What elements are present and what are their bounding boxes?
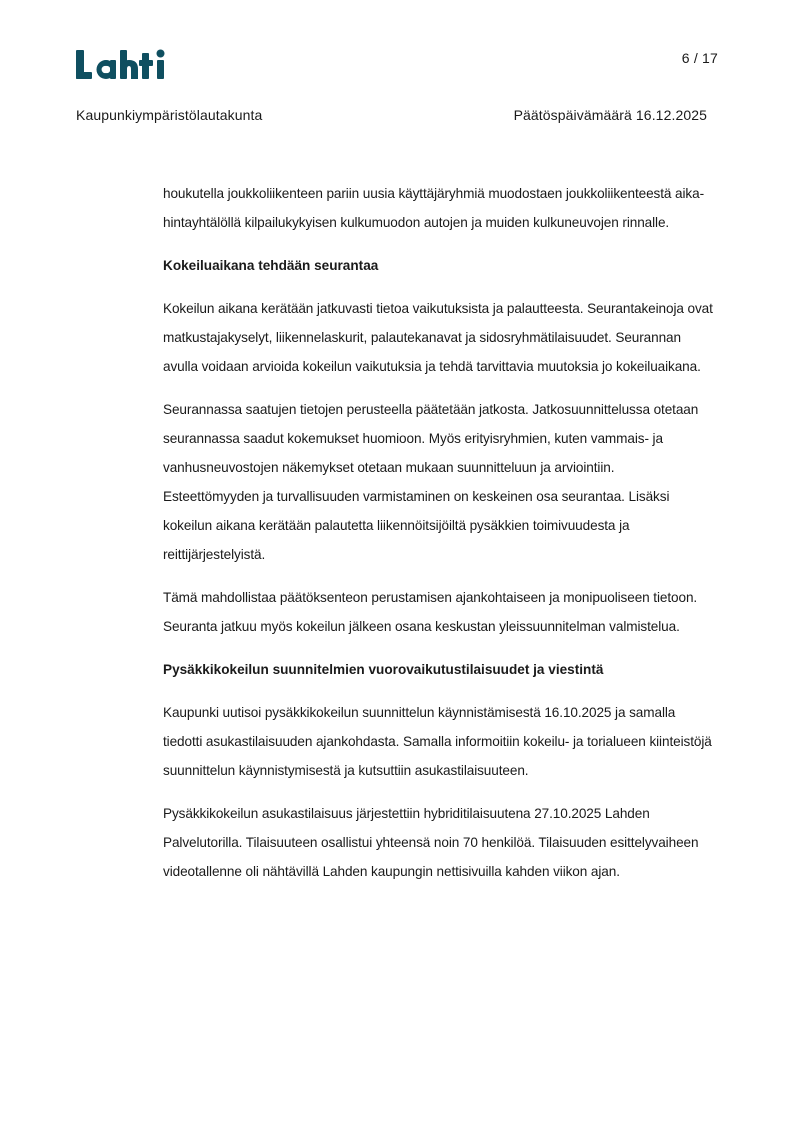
body-paragraph: Tämä mahdollistaa päätöksenteon perustamisen ajankohtaiseen ja monipuoliseen tietoon. Seuranta jatkuu myös kokeilun jälkeen osana keskustan yleissuunnitelman valmistelua. [163, 590, 698, 634]
decision-date: Päätöspäivämäärä 16.12.2025 [513, 107, 707, 123]
lahti-logo [76, 46, 172, 82]
body-paragraph: houkutella joukkoliikenteen pariin uusia käyttäjäryhmiä muodostaen joukkoliikenteestä aika-hintayhtälöllä kilpailukykyisen kulkumuodon autojen ja muiden kulkuneuvojen rinnalle. [163, 186, 705, 230]
body-paragraph: Kokeilun aikana kerätään jatkuvasti tietoa vaikutuksista ja palautteesta. Seurantakeinoja ovat matkustajakyselyt, liikennelaskurit, palautekanavat ja sidosryhmätilaisuudet. Seurannan avulla voidaan arvioida kokeilun vaikutuksia ja tehdä tarvittavia muutoksia jo kokeiluaikana. [163, 301, 713, 374]
body-paragraph: Kaupunki uutisoi pysäkkikokeilun suunnittelun käynnistämisestä 16.10.2025 ja samalla tiedotti asukastilaisuuden ajankohdasta. Samalla informoitiin kokeilu- ja torialueen kiinteistöjä suunnittelun käynnistymisestä ja kutsuttiin asukastilaisuuteen. [163, 705, 712, 778]
section-heading: Kokeiluaikana tehdään seurantaa [163, 258, 379, 273]
body-paragraph: Pysäkkikokeilun asukastilaisuus järjestettiin hybriditilaisuutena 27.10.2025 Lahden Palvelutorilla. Tilaisuuteen osallistui yhteensä noin 70 henkilöä. Tilaisuuden esittelyvaiheen videotallenne oli nähtävillä Lahden kaupungin nettisivuilla kahden viikon ajan. [163, 806, 699, 879]
organization-name: Kaupunkiympäristölautakunta [76, 107, 263, 123]
section-heading: Pysäkkikokeilun suunnitelmien vuorovaikutustilaisuudet ja viestintä [163, 662, 604, 677]
body-paragraph: Seurannassa saatujen tietojen perusteella päätetään jatkosta. Jatkosuunnittelussa otetaan seurannassa saadut kokemukset huomioon. Myös erityisryhmien, kuten vammais- ja vanhusneuvostojen näkemykset otetaan mukaan suunnitteluun ja arviointiin. Esteettömyyden ja turvallisuuden varmistaminen on keskeinen osa seurantaa. Lisäksi kokeilun aikana kerätään palautetta liikennöitsijöiltä pysäkkien toimivuudesta ja reittijärjestelyistä. [163, 402, 699, 562]
document-body [163, 179, 713, 900]
page-number: 6 / 17 [681, 50, 718, 66]
